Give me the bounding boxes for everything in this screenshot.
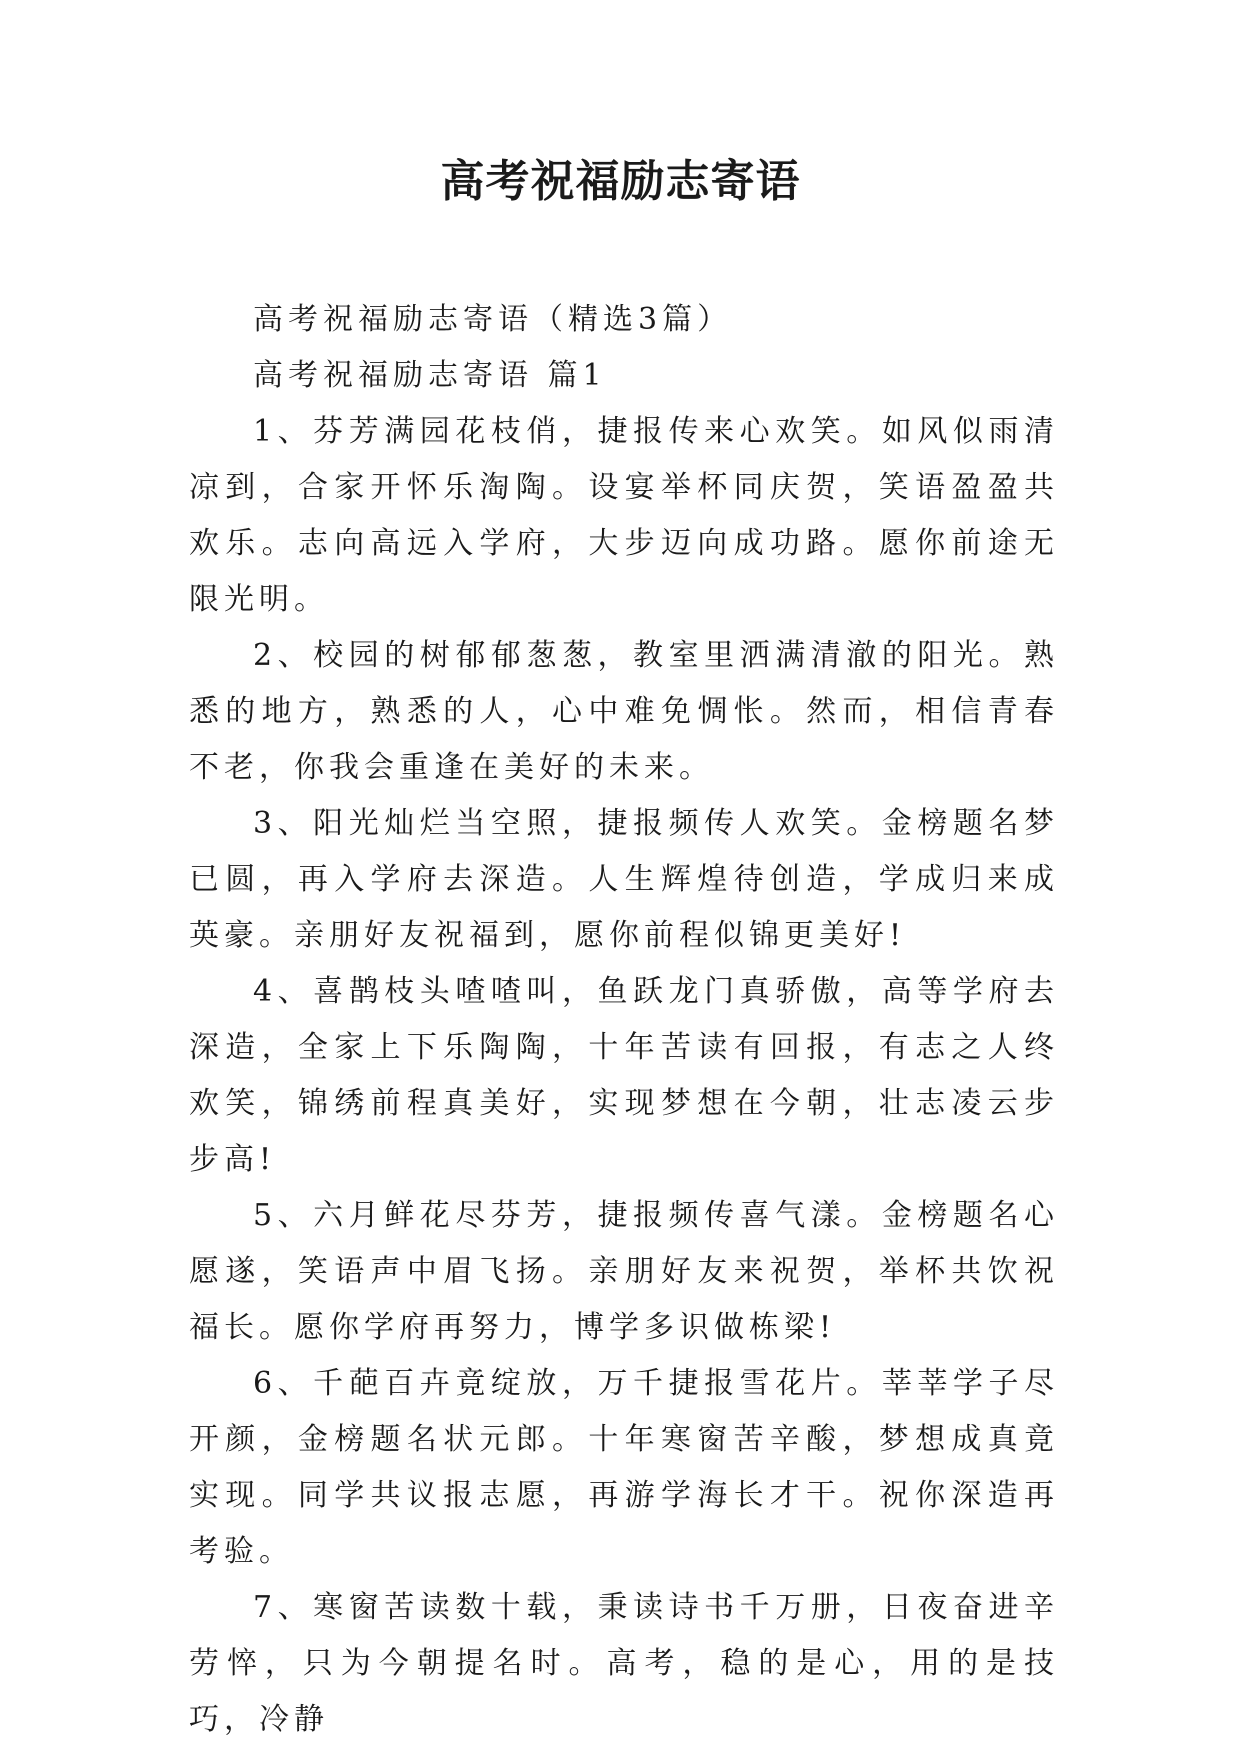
paragraph-item-3: 3、阳光灿烂当空照，捷报频传人欢笑。金榜题名梦已圆，再入学府去深造。人生辉煌待创造，学成归来成英豪。亲朋好友祝福到，愿你前程似锦更美好! <box>189 806 1059 953</box>
paragraph-item-7: 7、寒窗苦读数十载，秉读诗书千万册，日夜奋进辛劳悴，只为今朝提名时。高考，稳的是心，用的是技巧，冷静 <box>189 1590 1059 1737</box>
paragraph-item-6: 6、千葩百卉竟绽放，万千捷报雪花片。莘莘学子尽开颜，金榜题名状元郎。十年寒窗苦辛酸，梦想成真竟实现。同学共议报志愿，再游学海长才干。祝你深造再考验。 <box>189 1366 1059 1569</box>
paragraph-subtitle: 高考祝福励志寄语（精选3篇） <box>253 302 733 337</box>
paragraph-section-heading: 高考祝福励志寄语 篇1 <box>253 358 607 393</box>
paragraph-item-1: 1、芬芳满园花枝俏，捷报传来心欢笑。如风似雨清凉到，合家开怀乐淘陶。设宴举杯同庆贺，笑语盈盈共欢乐。志向高远入学府，大步迈向成功路。愿你前途无限光明。 <box>189 414 1059 617</box>
paragraph-item-5: 5、六月鲜花尽芬芳，捷报频传喜气漾。金榜题名心愿遂，笑语声中眉飞扬。亲朋好友来祝贺，举杯共饮祝福长。愿你学府再努力，博学多识做栋梁! <box>189 1198 1059 1345</box>
paragraph-item-2: 2、校园的树郁郁葱葱，教室里洒满清澈的阳光。熟悉的地方，熟悉的人，心中难免惆怅。然而，相信青春不老，你我会重逢在美好的未来。 <box>189 638 1059 785</box>
document-body <box>189 292 1059 1748</box>
paragraph-item-4: 4、喜鹊枝头喳喳叫，鱼跃龙门真骄傲，高等学府去深造，全家上下乐陶陶，十年苦读有回报，有志之人终欢笑，锦绣前程真美好，实现梦想在今朝，壮志凌云步步高! <box>189 974 1059 1177</box>
document-title: 高考祝福励志寄语 <box>440 156 801 207</box>
